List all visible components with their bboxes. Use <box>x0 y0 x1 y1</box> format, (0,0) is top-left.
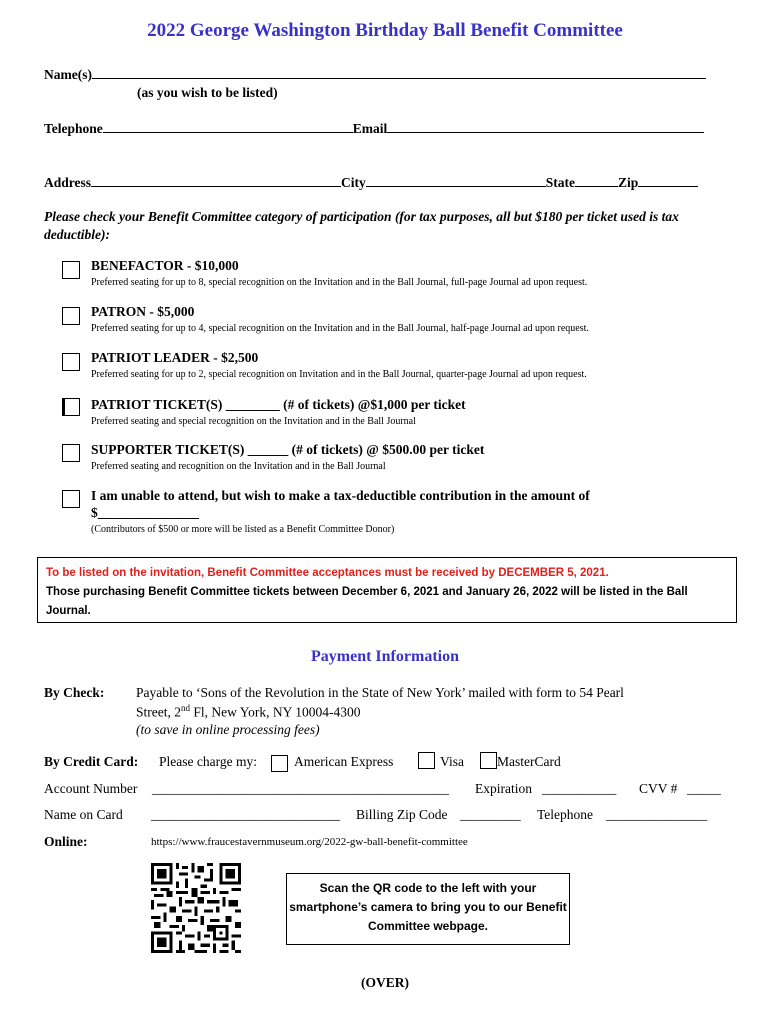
option-title: BENEFACTOR - $10,000 <box>91 258 239 273</box>
option-title: PATRON - $5,000 <box>91 304 195 319</box>
names-label: Name(s) <box>44 67 92 82</box>
cvv-line[interactable]: _____ <box>687 781 721 796</box>
mastercard-checkbox[interactable] <box>480 752 497 769</box>
payment-heading: Payment Information <box>311 648 459 665</box>
supporter-ticket-checkbox[interactable] <box>62 444 80 462</box>
address-label: Address <box>44 175 92 190</box>
billing-zip-line[interactable]: _________ <box>460 807 521 822</box>
by-check-label: By Check: <box>44 685 105 700</box>
check-note: (to save in online processing fees) <box>136 722 320 737</box>
page-title: 2022 George Washington Birthday Ball Benefit Committee <box>147 20 623 41</box>
names-note: (as you wish to be listed) <box>137 85 278 100</box>
benefactor-checkbox[interactable] <box>62 261 80 279</box>
zip-label: Zip <box>618 175 639 190</box>
charge-prompt: Please charge my: <box>159 754 257 769</box>
check-line-2-sup: nd <box>181 703 190 713</box>
check-line-2a: Street, 2 <box>136 704 181 720</box>
name-on-card-line[interactable]: ____________________________ <box>151 807 340 822</box>
visa-label: Visa <box>440 754 464 769</box>
contribution-checkbox[interactable] <box>62 490 80 508</box>
check-line-2b: Fl, New York, NY 10004-4300 <box>190 704 361 720</box>
qr-note: Scan the QR code to the left with your smartphone’s camera to bring you to our Benefit Committee webpage. <box>286 873 570 945</box>
option-desc: Preferred seating for up to 2, special recognition on Invitation and in the Ball Journal, quarter-page Journal ad upon request. <box>91 369 587 380</box>
card-telephone-line[interactable]: _______________ <box>606 807 708 822</box>
zip-line[interactable] <box>638 174 698 187</box>
notice-line-1: To be listed on the invitation, Benefit Committee acceptances must be received by DECEMBER 5, 2021. <box>46 567 609 579</box>
over-label: (OVER) <box>361 975 409 990</box>
option-desc: Preferred seating for up to 8, special recognition on the Invitation and in the Ball Journal, full-page Journal ad upon request. <box>91 277 588 288</box>
visa-checkbox[interactable] <box>418 752 435 769</box>
deadline-notice <box>37 557 737 623</box>
amex-label: American Express <box>294 754 394 769</box>
names-line[interactable] <box>92 66 706 79</box>
option-title: PATRIOT TICKET(S) ________ (# of tickets) @$1,000 per ticket <box>91 397 466 412</box>
address-field[interactable] <box>44 174 698 191</box>
online-url[interactable]: https://www.fraucestavernmuseum.org/2022-gw-ball-benefit-committee <box>151 836 468 848</box>
card-telephone-label: Telephone <box>537 807 594 822</box>
contribution-amount-line[interactable]: $_______________ <box>91 505 199 520</box>
name-on-card-label: Name on Card <box>44 807 123 822</box>
option-title: PATRIOT LEADER - $2,500 <box>91 350 259 365</box>
mastercard-label: MasterCard <box>497 754 561 769</box>
email-line[interactable] <box>387 120 704 133</box>
city-line[interactable] <box>366 174 546 187</box>
account-number-line[interactable]: ____________________________________________ <box>152 781 449 796</box>
online-label: Online: <box>44 834 88 849</box>
expiration-label: Expiration <box>475 781 532 796</box>
city-label: City <box>341 175 366 190</box>
telephone-field[interactable] <box>44 120 704 137</box>
patriot-ticket-checkbox[interactable] <box>62 398 80 416</box>
names-field[interactable] <box>44 66 706 83</box>
state-label: State <box>545 175 576 190</box>
instructions: Please check your Benefit Committee category of participation (for tax purposes, all but $180 per ticket used is tax deductible): <box>44 209 679 242</box>
account-number-label: Account Number <box>44 781 138 796</box>
option-title: SUPPORTER TICKET(S) ______ (# of tickets) @ $500.00 per ticket <box>91 442 485 457</box>
cvv-label: CVV # <box>639 781 678 796</box>
state-line[interactable] <box>575 174 618 187</box>
check-line-1: Payable to ‘Sons of the Revolution in the State of New York’ mailed with form to 54 Pearl <box>136 685 624 700</box>
telephone-line[interactable] <box>103 120 353 133</box>
patriot-leader-checkbox[interactable] <box>62 353 80 371</box>
option-desc: Preferred seating and recognition on the Invitation and in the Ball Journal <box>91 461 386 472</box>
telephone-label: Telephone <box>44 121 103 136</box>
notice-line-2: Those purchasing Benefit Committee tickets between December 6, 2021 and January 26, 2022 will be listed in the Ball Journal. <box>46 586 688 617</box>
option-desc: (Contributors of $500 or more will be listed as a Benefit Committee Donor) <box>91 524 395 535</box>
qr-code-icon[interactable] <box>151 862 241 954</box>
address-line[interactable] <box>91 174 341 187</box>
email-label: Email <box>352 121 388 136</box>
option-desc: Preferred seating for up to 4, special recognition on the Invitation and in the Ball Journal, half-page Journal ad upon request. <box>91 323 589 334</box>
credit-card-label: By Credit Card: <box>44 754 139 769</box>
option-desc: Preferred seating and special recognition on the Invitation and in the Ball Journal <box>91 416 416 427</box>
option-title: I am unable to attend, but wish to make a tax-deductible contribution in the amount of <box>91 488 590 503</box>
patron-checkbox[interactable] <box>62 307 80 325</box>
expiration-line[interactable]: ___________ <box>542 781 617 796</box>
check-line-2 <box>136 703 361 721</box>
amex-checkbox[interactable] <box>271 755 288 772</box>
billing-zip-label: Billing Zip Code <box>356 807 448 822</box>
